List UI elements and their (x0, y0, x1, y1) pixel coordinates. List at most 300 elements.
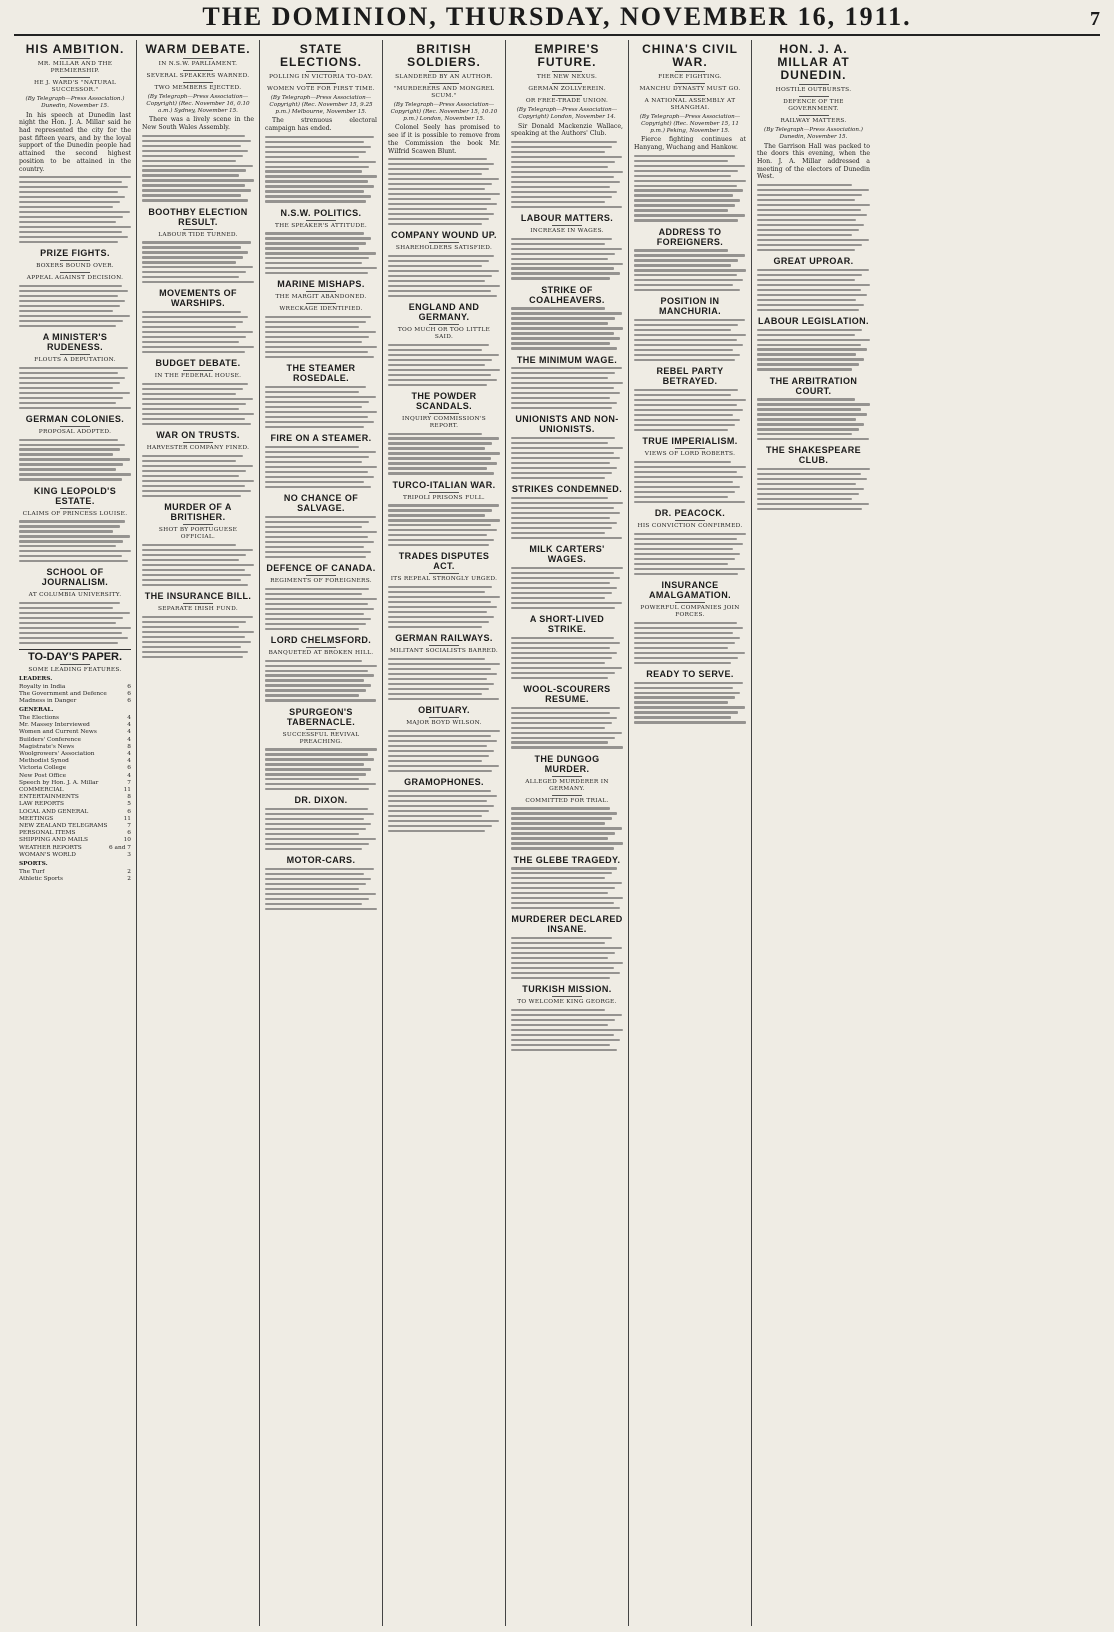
todays-paper-item (19, 876, 131, 883)
body-text-line (265, 526, 362, 528)
body-text-line (19, 325, 116, 327)
body-text-line (388, 437, 499, 439)
body-text-line (265, 401, 369, 403)
body-text-line (388, 452, 500, 454)
article-subheading: TRIPOLI PRISONS FULL. (388, 492, 500, 502)
body-text-line (388, 658, 485, 660)
body-text-line (511, 647, 610, 649)
article (19, 332, 131, 409)
body-text-line (265, 471, 368, 473)
body-text-line (757, 244, 862, 246)
article-paragraph: Colonel Seely has promised to see if it is possible to remove from the Commission the book Mr. Wilfrid Scawen Blunt. (388, 124, 500, 155)
article-subheading: HIS CONVICTION CONFIRMED. (634, 520, 746, 530)
article (511, 484, 623, 539)
article (388, 551, 500, 628)
article (19, 414, 131, 481)
body-text-line (757, 249, 855, 251)
body-text-line (511, 602, 622, 604)
body-text-line (19, 206, 113, 208)
body-text-line (265, 351, 368, 353)
article-headline: DR. PEACOCK. (654, 508, 726, 519)
body-text-line (388, 349, 482, 351)
article-subheading: REGIMENTS OF FOREIGNERS. (265, 575, 377, 585)
article (511, 914, 623, 979)
article-dateline: (By Telegraph—Press Association—Copyright) London, November 14. (516, 107, 618, 120)
body-text-line (388, 285, 500, 287)
body-text-line (19, 458, 130, 460)
todays-paper-item-page: 3 (127, 851, 131, 858)
article (388, 480, 500, 547)
body-text-line (265, 783, 376, 785)
body-text-line (511, 156, 622, 158)
body-text-line (388, 770, 492, 772)
body-text-line (19, 176, 131, 178)
article-dateline: (By Telegraph—Press Association—Copyright) (Rec. November 15, 10.10 p.m.) London, November 15. (390, 102, 498, 122)
body-text-line (265, 593, 362, 595)
body-text-line (757, 269, 869, 271)
article-headline: THE DUNGOG MURDER. (534, 753, 600, 774)
body-text-line (388, 745, 487, 747)
body-text-line (634, 254, 745, 256)
article (634, 436, 746, 503)
body-text-line (142, 145, 241, 147)
body-text-line (757, 299, 856, 301)
todays-paper-item (19, 773, 131, 780)
body-text-line (142, 465, 253, 467)
article-headline: GERMAN COLONIES. (25, 413, 125, 424)
body-text-line (634, 652, 745, 654)
article-headline: EMPIRE'S FUTURE. (534, 42, 600, 69)
body-text-line (19, 367, 128, 369)
body-text-line (634, 701, 728, 703)
body-text-line (265, 536, 368, 538)
body-text-line (19, 453, 113, 455)
body-text-line (634, 657, 738, 659)
body-text-line (142, 150, 248, 152)
body-text-line (388, 765, 499, 767)
body-text-line (757, 478, 867, 480)
body-text-line (757, 428, 859, 430)
body-text-line (388, 188, 485, 190)
body-text-line (19, 236, 128, 238)
body-text-line (388, 795, 497, 797)
article-subheading: LABOUR TIDE TURNED. (142, 229, 254, 239)
body-text-line (634, 533, 746, 535)
todays-paper-item (19, 837, 131, 844)
article (634, 227, 746, 292)
body-text-line (388, 524, 491, 526)
article-subheading: POLLING IN VICTORIA TO-DAY. (265, 71, 377, 81)
body-text-line (511, 642, 620, 644)
body-text-line (265, 588, 369, 590)
body-text-line (757, 274, 862, 276)
body-text-line (511, 882, 622, 884)
body-text-line (511, 243, 605, 245)
body-text-line (511, 327, 623, 329)
body-text-line (265, 326, 359, 328)
article-headline: TRUE IMPERIALISM. (642, 436, 738, 447)
body-text-line (265, 252, 376, 254)
todays-paper-item-label: Methodist Synod (19, 758, 69, 765)
article-subheading: TO WELCOME KING GEORGE. (511, 996, 623, 1006)
article-headline: ADDRESS TO FOREIGNERS. (656, 226, 724, 247)
body-text-line (19, 295, 118, 297)
body-text-line (757, 209, 861, 211)
body-text-line (634, 274, 737, 276)
body-text-line (757, 289, 861, 291)
body-text-line (757, 309, 859, 311)
article (634, 669, 746, 724)
body-text-line (511, 1019, 615, 1021)
body-text-line (757, 294, 867, 296)
body-text-line (142, 549, 253, 551)
body-text-line (634, 706, 745, 708)
article (634, 508, 746, 575)
todays-paper-item (19, 715, 131, 722)
body-text-line (388, 544, 489, 546)
body-text-line (388, 218, 489, 220)
article (19, 567, 131, 644)
body-text-line (19, 637, 128, 639)
article-subheading: HOSTILE OUTBURSTS. (757, 84, 870, 94)
body-text-line (142, 199, 248, 201)
body-text-line (388, 173, 482, 175)
article-subheading: HARVESTER COMPANY FINED. (142, 442, 254, 452)
article (265, 43, 377, 203)
body-text-line (388, 447, 485, 449)
body-text-line (388, 344, 489, 346)
body-text-line (265, 406, 362, 408)
article (265, 208, 377, 275)
body-text-line (511, 652, 617, 654)
body-text-line (511, 677, 608, 679)
article-subheading: ALLEGED MURDERER IN GERMANY. (511, 776, 623, 793)
body-text-line (265, 679, 364, 681)
body-text-line (19, 612, 130, 614)
body-text-line (511, 472, 612, 474)
body-text-line (511, 452, 614, 454)
column-1 (14, 40, 137, 1626)
article-headline: CHINA'S CIVIL WAR. (642, 42, 738, 69)
article-headline: BOOTHBY ELECTION RESULT. (148, 206, 248, 227)
body-text-line (19, 540, 123, 542)
todays-paper-item-page: 2 (127, 875, 131, 882)
body-text-line (388, 539, 494, 541)
body-text-line (265, 386, 366, 388)
body-text-line (142, 276, 239, 278)
body-text-line (265, 180, 368, 182)
article (634, 366, 746, 431)
body-text-line (388, 750, 494, 752)
todays-paper-item-page: 6 (127, 808, 131, 815)
body-text-line (388, 693, 482, 695)
article (388, 777, 500, 832)
body-text-line (511, 146, 612, 148)
body-text-line (265, 878, 371, 880)
article-subheading: SEVERAL SPEAKERS WARNED. (142, 70, 254, 80)
body-text-line (142, 485, 245, 487)
article-subheading: MAJOR BOYD WILSON. (388, 717, 500, 727)
body-text-line (634, 711, 738, 713)
body-text-line (634, 194, 733, 196)
body-text-line (634, 209, 728, 211)
todays-paper-item-label: Athletic Sports (19, 875, 63, 882)
body-text-line (511, 457, 620, 459)
body-text-line (634, 538, 737, 540)
body-text-line (511, 907, 620, 909)
article-headline: TURCO-ITALIAN WAR. (392, 479, 496, 490)
todays-paper-item-page: 4 (127, 715, 131, 722)
body-text-line (634, 324, 738, 326)
body-text-line (634, 389, 738, 391)
body-text-line (511, 447, 623, 449)
body-text-line (757, 358, 864, 360)
body-text-line (511, 832, 615, 834)
article-headline: REBEL PARTY BETRAYED. (656, 366, 724, 387)
body-text-line (511, 942, 605, 944)
body-text-line (142, 470, 246, 472)
article-headline: LABOUR MATTERS. (520, 212, 614, 223)
todays-paper-item-label: Mr. Massey Interviewed (19, 722, 90, 729)
body-text-line (142, 169, 246, 171)
todays-paper-item-label: Builders' Conference (19, 736, 81, 743)
todays-paper-item-page: 8 (127, 743, 131, 750)
body-text-line (511, 367, 622, 369)
body-text-line (142, 413, 254, 415)
body-text-line (511, 837, 608, 839)
body-text-line (511, 307, 605, 309)
body-text-line (19, 300, 125, 302)
todays-paper-item-label: PERSONAL ITEMS (19, 830, 76, 837)
body-text-line (634, 662, 731, 664)
todays-paper-item-label: Madness in Danger (19, 698, 77, 705)
column-5 (506, 40, 629, 1626)
article-headline: UNIONISTS AND NON-UNIONISTS. (515, 414, 619, 435)
body-text-line (19, 211, 130, 213)
article-headline: THE GLEBE TRAGEDY. (513, 854, 621, 865)
body-text-line (511, 337, 620, 339)
body-text-line (511, 812, 617, 814)
todays-paper-item-label: LOCAL AND GENERAL (19, 808, 89, 815)
body-text-line (388, 830, 485, 832)
body-text-line (388, 616, 494, 618)
body-text-line (265, 185, 374, 187)
body-text-line (142, 189, 251, 191)
body-text-line (142, 636, 245, 638)
column-3 (260, 40, 383, 1626)
body-text-line (511, 1024, 608, 1026)
body-text-line (265, 481, 364, 483)
body-text-line (265, 788, 369, 790)
body-text-line (265, 823, 371, 825)
body-text-line (634, 185, 737, 187)
body-text-line (19, 545, 116, 547)
body-text-line (511, 877, 605, 879)
body-text-line (511, 382, 623, 384)
article (757, 43, 870, 251)
body-text-line (265, 321, 366, 323)
body-text-line (511, 902, 614, 904)
body-text-line (265, 247, 359, 249)
article-subheading: THE SPEAKER'S ATTITUDE. (265, 220, 377, 230)
body-text-line (511, 967, 614, 969)
body-text-line (388, 815, 482, 817)
body-text-line (757, 199, 855, 201)
body-text-line (757, 329, 862, 331)
article-subheading: SUCCESSFUL REVIVAL PREACHING. (265, 729, 377, 746)
article-headline: POSITION IN MANCHURIA. (659, 296, 721, 317)
body-text-line (511, 186, 610, 188)
article (19, 248, 131, 327)
body-text-line (757, 473, 861, 475)
body-text-line (511, 872, 612, 874)
body-text-line (142, 621, 246, 623)
body-text-line (388, 442, 492, 444)
body-text-line (634, 214, 745, 216)
article-subheading: THE NEW NEXUS. (511, 71, 623, 81)
body-text-line (511, 402, 617, 404)
article (265, 635, 377, 702)
body-text-line (265, 461, 362, 463)
article-subheading: IN THE FEDERAL HOUSE. (142, 370, 254, 380)
body-text-line (265, 623, 366, 625)
article (634, 296, 746, 361)
article-headline: WOOL-SCOURERS RESUME. (523, 683, 611, 704)
todays-paper-item (19, 729, 131, 736)
body-text-line (265, 689, 366, 691)
body-text-line (511, 672, 615, 674)
body-text-line (142, 331, 253, 333)
body-text-line (757, 353, 856, 355)
todays-paper-item-page: 6 (127, 830, 131, 837)
body-text-line (388, 183, 492, 185)
article (757, 256, 870, 311)
article (511, 684, 623, 749)
body-text-line (265, 813, 374, 815)
article (142, 430, 254, 497)
article-paragraph: In his speech at Dunedin last night the Hon. J. A. Millar said he had represented the city for the past fifteen years, and by the loyal support of the Dunedin people had attained the second highest position to be attained in the country. (19, 111, 131, 173)
body-text-line (511, 957, 608, 959)
body-text-line (142, 351, 245, 353)
article-headline: LABOUR LEGISLATION. (758, 315, 869, 326)
article-headline: STRIKES CONDEMNED. (511, 484, 623, 495)
body-text-line (634, 548, 733, 550)
body-text-line (142, 651, 248, 653)
body-text-line (265, 161, 376, 163)
todays-paper-item-page: 2 (127, 868, 131, 875)
body-text-line (19, 444, 125, 446)
body-text-line (511, 582, 610, 584)
masthead-rule (14, 34, 1100, 36)
article (757, 316, 870, 371)
body-text-line (757, 433, 852, 435)
body-text-line (142, 656, 243, 658)
body-text-line (511, 517, 610, 519)
column-4 (383, 40, 506, 1626)
body-text-line (19, 473, 131, 475)
body-text-line (142, 165, 253, 167)
body-text-line (388, 280, 485, 282)
body-text-line (388, 626, 482, 628)
article-headline: BUDGET DEBATE. (155, 358, 241, 369)
article-subheading: BOXERS BOUND OVER. (19, 260, 131, 270)
body-text-line (511, 737, 615, 739)
todays-paper-item-page: 7 (127, 779, 131, 786)
body-text-line (142, 271, 246, 273)
todays-paper-item-label: NEW ZEALAND TELEGRAMS (19, 823, 108, 830)
article (19, 43, 131, 243)
article-dateline: (By Telegraph—Press Association—Copyright) (Rec. November 15, 11 p.m.) Peking, November 15. (639, 114, 741, 134)
article-paragraph: There was a lively scene in the New South Wales Assembly. (142, 116, 254, 132)
body-text-line (511, 827, 622, 829)
body-text-line (388, 591, 485, 593)
body-text-line (142, 251, 248, 253)
body-text-line (634, 394, 731, 396)
article-subheading: "MURDERERS AND MONGREL SCUM." (388, 83, 500, 100)
body-text-line (19, 602, 120, 604)
body-text-line (19, 607, 113, 609)
body-text-line (511, 462, 610, 464)
todays-paper-item-label: Magistrate's News (19, 743, 75, 750)
body-text-line (634, 344, 743, 346)
body-text-line (511, 161, 615, 163)
body-text-line (634, 476, 743, 478)
body-text-line (511, 392, 620, 394)
body-text-line (634, 399, 746, 401)
article-subheading: POWERFUL COMPANIES JOIN FORCES. (634, 602, 746, 619)
body-text-line (511, 897, 623, 899)
article-headline: THE ARBITRATION COURT. (769, 375, 858, 396)
body-text-line (388, 519, 500, 521)
body-text-line (757, 413, 867, 415)
todays-paper-item-label: The Government and Defence (19, 690, 107, 697)
body-text-line (19, 201, 120, 203)
article (142, 358, 254, 425)
article-paragraph: The strenuous electoral campaign has ended. (265, 117, 377, 133)
body-text-line (142, 398, 253, 400)
body-text-line (634, 259, 738, 261)
todays-paper-item (19, 684, 131, 691)
article-subheading: MILITANT SOCIALISTS BARRED. (388, 645, 500, 655)
body-text-line (142, 564, 254, 566)
todays-paper-item (19, 737, 131, 744)
article-subheading: SEPARATE IRISH FUND. (142, 603, 254, 613)
body-text-line (634, 269, 746, 271)
article-headline: THE INSURANCE BILL. (144, 590, 252, 601)
body-text-line (265, 426, 364, 428)
body-text-line (265, 613, 364, 615)
article-headline: OBITUARY. (418, 705, 470, 716)
body-text-line (388, 198, 491, 200)
body-text-line (511, 746, 623, 748)
body-text-line (511, 537, 622, 539)
body-text-line (511, 937, 612, 939)
section-rule (19, 649, 131, 650)
todays-paper-group-heading: LEADERS. (19, 676, 53, 682)
body-text-line (757, 348, 867, 350)
column-7 (752, 40, 875, 1626)
todays-paper-item-page: 6 (127, 698, 131, 705)
body-text-line (142, 316, 248, 318)
body-text-line (757, 403, 870, 405)
body-text-line (19, 191, 118, 193)
article-headline: KING LEOPOLD'S ESTATE. (33, 485, 117, 506)
body-text-line (265, 146, 371, 148)
article (265, 795, 377, 850)
body-text-line (511, 887, 615, 889)
body-text-line (265, 267, 377, 269)
body-text-line (388, 364, 485, 366)
